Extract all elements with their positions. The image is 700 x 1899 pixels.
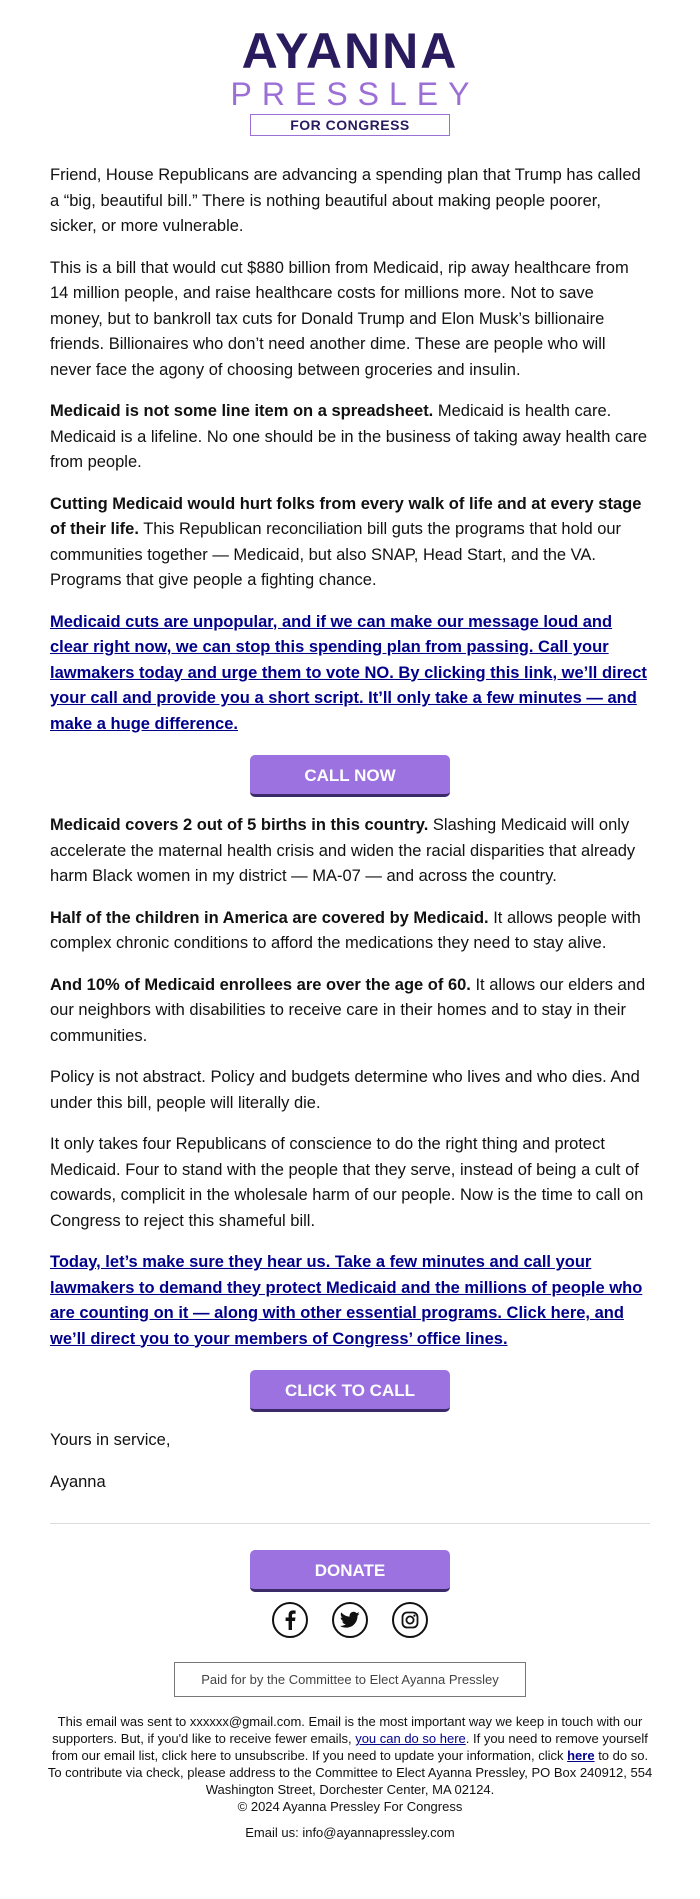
paid-for-disclaimer: Paid for by the Committee to Elect Ayanna Pressley [174,1662,526,1697]
call-lawmakers-link[interactable]: Medicaid cuts are unpopular, and if we can make our message loud and clear right now, we can stop this spending plan from passing. Call your lawmakers today and urge them to vote NO. By clicking this link, we’ll direct your call and provide you a short script. It’ll only take a few minutes — and make a huge difference. [50,612,647,733]
footer-text-3: to do so. To contribute via check, please address to the Committee to Elect Ayanna Pressley, PO Box 240912, 554 Washington Street, Dorchester Center, MA 02124. [47,1748,653,1797]
logo-tagline: FOR CONGRESS [250,114,450,136]
footer-text [0,1713,700,1841]
paragraph-medicaid-cuts: This is a bill that would cut $880 billion from Medicaid, rip away healthcare from 14 million people, and raise healthcare costs for millions more. Not to save money, but to bankroll tax cuts for Donald Trump and Elon Musk’s billionaire friends. Billionaires who don’t need another dime. These are people who will never face the agony of choosing between groceries and insulin. [50,258,629,379]
fewer-emails-link[interactable]: you can do so here [355,1731,466,1746]
update-info-link[interactable]: here [567,1748,595,1763]
campaign-logo [0,0,700,136]
paragraph-intro: Friend, House Republicans are advancing a spending plan that Trump has called a “big, beautiful bill.” There is nothing beautiful about making people poorer, sicker, or more vulnerable. [50,166,641,235]
social-links [0,1602,700,1638]
signoff: Yours in service, [50,1431,171,1449]
logo-last-name: PRESSLEY [230,76,480,112]
paragraph-text: This Republican reconciliation bill guts the programs that hold our communities together — Medicaid, but also SNAP, Head Start, and the VA. Programs that give people a fighting chance. [50,520,622,589]
contact-email: Email us: info@ayannapressley.com [245,1825,455,1840]
paragraph-text: Medicaid is health care. Medicaid is a lifeline. No one should be in the business of taking away health care from people. [50,402,648,471]
bold-lead: Medicaid is not some line item on a spreadsheet. [50,402,434,420]
instagram-icon[interactable] [392,1602,428,1638]
bold-lead: Cutting Medicaid would hurt folks from every walk of life and at every stage of their life. [50,494,642,538]
donate-button[interactable]: DONATE [250,1550,450,1592]
copyright: © 2024 Ayanna Pressley For Congress [237,1799,463,1814]
paragraph-children [50,906,650,957]
call-congress-link[interactable]: Today, let’s make sure they hear us. Take a few minutes and call your lawmakers to demand they protect Medicaid and the millions of people who are counting on it — along with other essential programs. Click here, and we’ll direct you to your members of Congress’ office lines. [50,1253,643,1348]
bold-lead: And 10% of Medicaid enrollees are over the age of 60. [50,975,471,994]
facebook-icon[interactable] [272,1602,308,1638]
footer-text-1: This email was sent to xxxxxx@gmail.com. Email is the most important way we keep in touch with our supporters. But, if you'd like to receive fewer emails, [52,1714,643,1746]
bold-lead: Medicaid covers 2 out of 5 births in this country. [50,816,429,834]
divider [50,1523,650,1524]
click-to-call-button[interactable]: CLICK TO CALL [250,1370,450,1412]
paragraph-policy: Policy is not abstract. Policy and budgets determine who lives and who dies. And under this bill, people will literally die. [50,1068,640,1112]
paragraph-elders [50,973,650,1050]
paragraph-four-republicans: It only takes four Republicans of conscience to do the right thing and protect Medicaid. Four to stand with the people that they serve, instead of being a cult of cowards, complicit in the wholesale harm of our people. Now is the time to call on Congress to reject this shameful bill. [50,1135,644,1230]
paragraph-line-item [50,399,650,476]
paragraph-text: It allows our elders and our neighbors with disabilities to receive care in their homes and to stay in their communities. [50,975,646,1045]
footer-text-2: . If you need to remove yourself from our email list, click here to unsubscribe. If you need to update your information, click [51,1731,648,1763]
bold-lead: Half of the children in America are covered by Medicaid. [50,908,489,927]
call-now-button[interactable]: CALL NOW [250,755,450,797]
paragraph-every-walk [50,492,650,594]
paragraph-text: Slashing Medicaid will only accelerate the maternal health crisis and widen the racial disparities that already harm Black women in my district — MA-07 — and across the country. [50,816,636,885]
paragraph-births [50,813,650,890]
twitter-icon[interactable] [332,1602,368,1638]
logo-first-name: AYANNA [241,23,459,79]
paragraph-text: It allows people with complex chronic conditions to afford the medications they need to stay alive. [50,908,641,952]
signature: Ayanna [50,1472,106,1491]
